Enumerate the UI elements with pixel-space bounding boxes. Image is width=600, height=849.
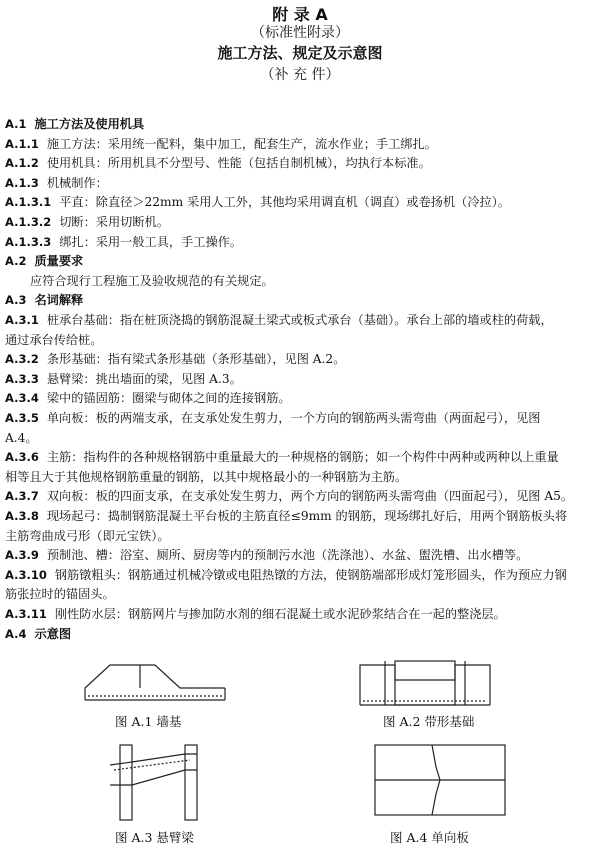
clause-text: 相等且大于其他规格钢筋重量的钢筋，以其中规格最小的一种钢筋为主筋。 — [5, 469, 408, 484]
clause-number: A.1.3.3 — [5, 234, 52, 249]
body-line — [5, 431, 38, 446]
clause-text: 绑扎：采用一般工具，手工操作。 — [59, 234, 243, 249]
clause-text: 梁中的锚固筋：圈梁与砌体之间的连接钢筋。 — [46, 391, 291, 406]
clause-number: A.3.6 — [5, 450, 39, 465]
clause-number: A.1.3.2 — [5, 215, 52, 229]
body-line — [5, 391, 291, 406]
figure-a1-wall-footing — [80, 660, 230, 710]
body-line — [5, 215, 169, 230]
clause-number: A.3.8 — [5, 509, 39, 523]
clause-text: 预制池、槽：浴室、厕所、厨房等内的预制污水池（洗涤池）、水盆、盥洗槽、出水槽等。 — [46, 548, 529, 563]
clause-text: 钢筋镦粗头：钢筋通过机械冷镦或电阻热镦的方法，使钢筋端部形成灯笼形圆头，作为预应力钢 — [54, 567, 567, 582]
clause-number: A.3.2 — [5, 352, 39, 367]
clause-text: 示意图 — [34, 626, 72, 641]
appendix-title: 附 录 A — [272, 5, 328, 24]
clause-number: A.3.10 — [5, 567, 47, 582]
clause-text: 应符合现行工程施工及验收规范的有关规定。 — [30, 273, 274, 288]
clause-text: 名词解释 — [34, 293, 84, 308]
body-line — [30, 274, 274, 289]
clause-number: A.3.4 — [5, 391, 39, 406]
clause-number: A.3.1 — [5, 313, 39, 327]
body-line — [5, 607, 506, 622]
clause-number: A.1 — [5, 117, 27, 131]
body-line — [5, 313, 553, 328]
body-line — [5, 411, 540, 426]
clause-text: 平直：除直径＞22mm 采用人工外，其他均采用调直机（调直）或卷扬机（冷拉）。 — [59, 195, 511, 210]
clause-text: A.4。 — [5, 430, 38, 445]
clause-number: A.3.11 — [5, 607, 47, 621]
figure-a4-one-way-slab — [370, 742, 510, 820]
clause-number: A.1.1 — [5, 136, 39, 151]
section-heading — [5, 627, 71, 642]
body-line — [5, 333, 103, 348]
clause-text: 质量要求 — [34, 254, 84, 269]
body-line — [5, 529, 170, 544]
body-line — [5, 156, 431, 171]
body-line — [5, 352, 345, 367]
body-line — [5, 548, 528, 563]
body-line — [5, 587, 115, 602]
clause-text: 单向板：板的两端支承，在支承处发生剪力，一个方向的钢筋两头需弯曲（两面起弓），见图 — [46, 411, 541, 425]
clause-text: 切断：采用切断机。 — [59, 215, 169, 229]
body-line — [5, 489, 573, 504]
body-line — [5, 176, 108, 191]
body-line — [5, 137, 437, 152]
clause-number: A.3.9 — [5, 548, 39, 563]
clause-text: 主筋：指构件的各种规格钢筋中重量最大的一种规格的钢筋；如一个构件中两种或两种以上重量 — [46, 450, 559, 465]
body-line — [5, 372, 242, 387]
clause-text: 悬臂梁：挑出墙面的梁，见图 A.3。 — [46, 371, 242, 386]
clause-text: 条形基础：指有梁式条形基础（条形基础），见图 A.2。 — [46, 352, 346, 367]
supplement-label: （补 充 件） — [260, 67, 340, 83]
clause-text: 施工方法及使用机具 — [34, 117, 145, 131]
section-heading — [5, 254, 83, 269]
clause-text: 使用机具：所用机具不分型号、性能（包括自制机械），均执行本标准。 — [46, 156, 431, 171]
clause-number: A.3.5 — [5, 411, 39, 425]
main-title: 施工方法、规定及示意图 — [217, 44, 383, 62]
clause-number: A.1.3 — [5, 175, 39, 190]
clause-text: 刚性防水层：钢筋网片与掺加防水剂的细石混凝土或水泥砂浆结合在一起的整浇层。 — [54, 607, 506, 621]
appendix-subtitle: （标准性附录） — [251, 25, 349, 41]
clause-text: 双向板：板的四面支承，在支承处发生剪力，两个方向的钢筋两头需弯曲（四面起弓），见图 A5。 — [46, 489, 574, 504]
clause-number: A.3.7 — [5, 489, 39, 504]
clause-number: A.2 — [5, 254, 27, 269]
section-heading — [5, 117, 144, 132]
body-line — [5, 568, 567, 583]
clause-number: A.3 — [5, 293, 27, 308]
body-line — [5, 470, 407, 485]
clause-number: A.1.2 — [5, 156, 39, 171]
body-line — [5, 450, 559, 465]
clause-text: 施工方法：采用统一配料，集中加工，配套生产，流水作业；手工绑扎。 — [46, 136, 437, 151]
clause-text: 现场起弓：捣制钢筋混凝土平台板的主筋直径≤9mm 的钢筋，现场绑扎好后，用两个钢筋板头将 — [46, 509, 568, 523]
clause-number: A.1.3.1 — [5, 195, 52, 210]
clause-text: 桩承台基础：指在桩顶浇捣的钢筋混凝土梁式或板式承台（基础）。承台上部的墙或柱的荷载， — [46, 313, 553, 327]
clause-text: 机械制作： — [46, 175, 108, 190]
figure-a3-caption: 图 A.3 悬臂梁 — [115, 830, 194, 845]
figure-a2-strip-foundation — [355, 655, 495, 715]
body-line — [5, 509, 567, 524]
clause-text: 通过承台传给桩。 — [5, 332, 103, 347]
body-line — [5, 235, 242, 250]
figure-a2-caption: 图 A.2 带形基础 — [383, 714, 475, 729]
clause-number: A.3.3 — [5, 371, 39, 386]
figure-a4-caption: 图 A.4 单向板 — [390, 830, 469, 845]
body-line — [5, 195, 510, 210]
clause-text: 主筋弯曲成弓形（即元宝铁）。 — [5, 528, 170, 543]
figure-a3-cantilever-beam — [100, 740, 210, 825]
clause-text: 筋张拉时的锚固头。 — [5, 587, 115, 602]
figure-a1-caption: 图 A.1 墙基 — [115, 714, 182, 729]
section-heading — [5, 293, 83, 308]
clause-number: A.4 — [5, 626, 27, 641]
